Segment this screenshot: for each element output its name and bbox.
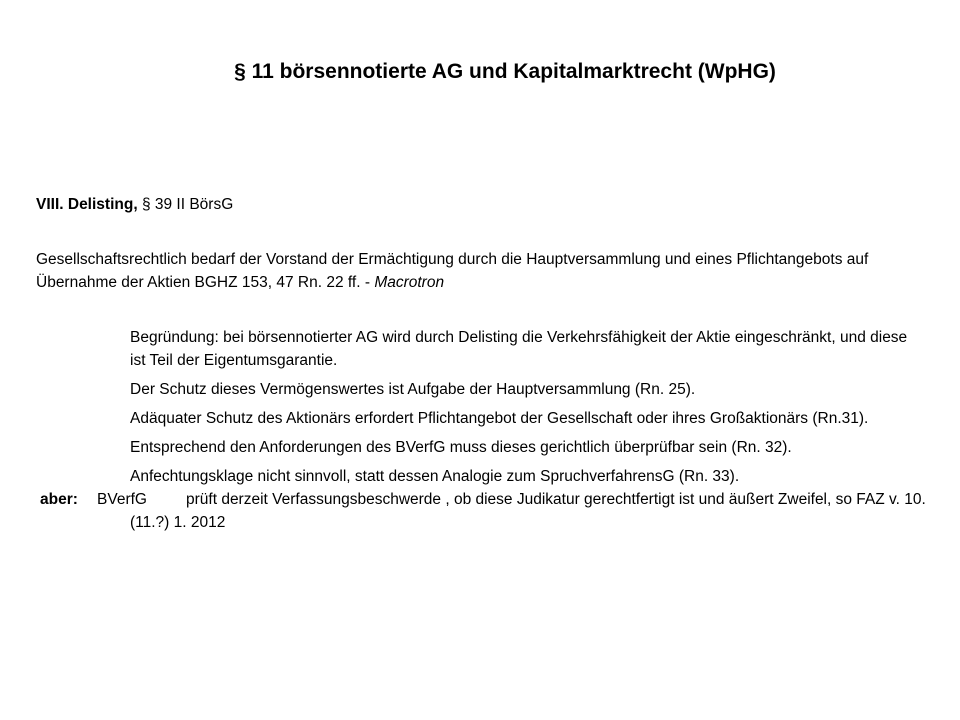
section-heading	[36, 193, 926, 216]
slide-title: § 11 börsennotierte AG und Kapitalmarktrecht (WpHG)	[234, 60, 776, 83]
slide-body	[36, 193, 926, 534]
intro-paragraph	[36, 248, 926, 294]
section-heading-label: VIII. Delisting,	[36, 196, 138, 213]
aber-first-word: BVerfG	[97, 491, 147, 508]
reason-item: Anfechtungsklage nicht sinnvoll, statt dessen Analogie zum SpruchverfahrensG (Rn. 33).	[130, 468, 740, 485]
reason-item: Der Schutz dieses Vermögenswertes ist Aufgabe der Hauptversammlung (Rn. 25).	[130, 381, 696, 398]
reasons-list	[36, 326, 926, 488]
aber-label: aber:	[40, 491, 78, 508]
reason-item: Entsprechend den Anforderungen des BVerfG muss dieses gerichtlich überprüfbar sein (Rn. 32).	[130, 439, 792, 456]
intro-text: Gesellschaftsrechtlich bedarf der Vorstand der Ermächtigung durch die Hauptversammlung und eines Pflichtangebots auf Übernahme der Aktien BGHZ 153, 47 Rn. 22 ff. -	[36, 251, 869, 291]
reason-item: Begründung: bei börsennotierter AG wird durch Delisting die Verkehrsfähigkeit der Aktie eingeschränkt, und diese ist Teil der Eigentumsgarantie.	[130, 329, 908, 369]
aber-note	[36, 488, 926, 534]
reason-item: Adäquater Schutz des Aktionärs erfordert Pflichtangebot der Gesellschaft oder ihres Großaktionärs (Rn.31).	[130, 410, 869, 427]
section-heading-reference: § 39 II BörsG	[141, 196, 234, 213]
case-name: Macrotron	[374, 274, 445, 291]
aber-text: prüft derzeit Verfassungsbeschwerde , ob diese Judikatur gerechtfertigt ist und äußert Zweifel, so FAZ v. 10. (11.?) 1. 2012	[130, 491, 926, 531]
